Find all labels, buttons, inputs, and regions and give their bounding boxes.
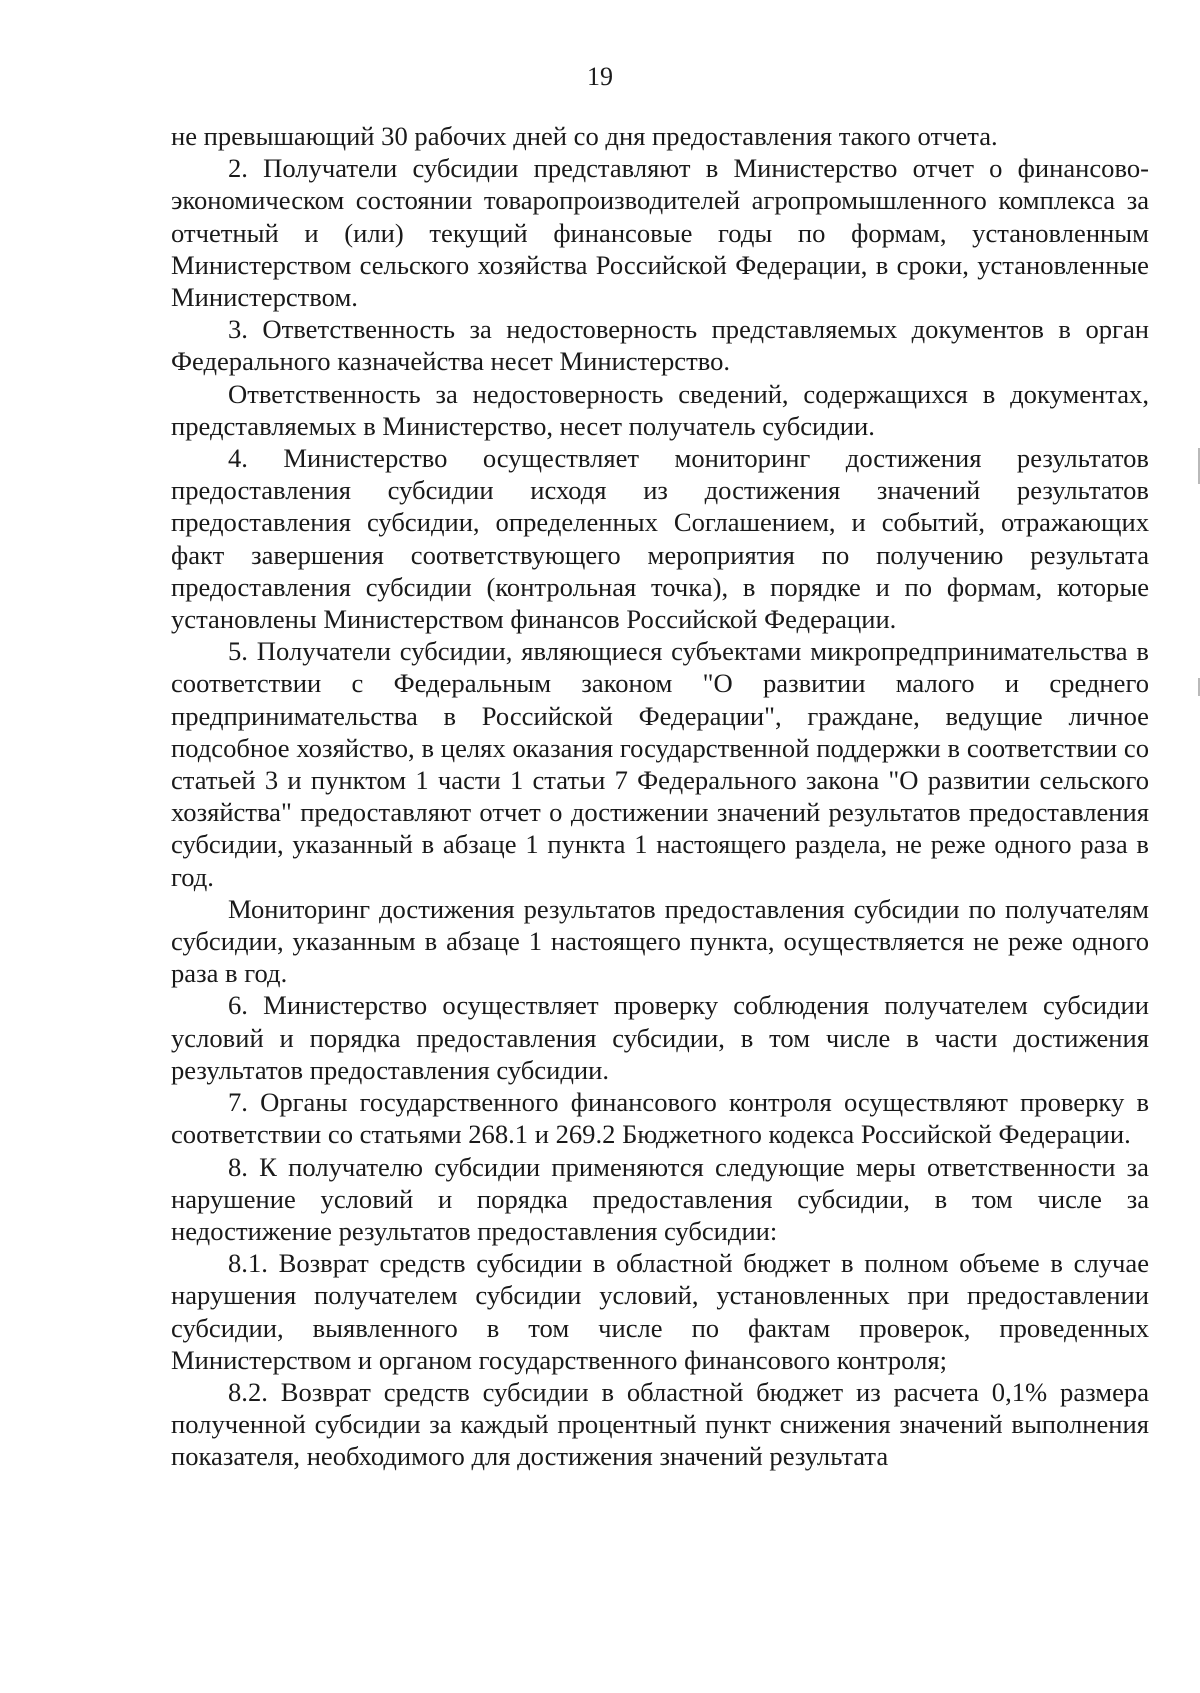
paragraph-item-5-monitoring: Мониторинг достижения результатов предоставления субсидии по получателям субсидии, указанным в абзаце 1 настоящего пункта, осуществляется не реже одного раза в год. bbox=[171, 893, 1149, 989]
paragraph-continuation: не превышающий 30 рабочих дней со дня предоставления такого отчета. bbox=[171, 121, 998, 151]
paragraph-item-8-1: 8.1. Возврат средств субсидии в областной бюджет в полном объеме в случае нарушения получателем субсидии условий, установленных при предоставлении субсидии, выявленного в том числе по фактам проверок, проведенных Министерством и органом государственного финансового контроля; bbox=[171, 1248, 1149, 1375]
paragraph-item-8: 8. К получателю субсидии применяются следующие меры ответственности за нарушение условий и порядка предоставления субсидии, в том числе за недостижение результатов предоставления субсидии: bbox=[171, 1151, 1149, 1246]
paragraph-item-6: 6. Министерство осуществляет проверку соблюдения получателем субсидии условий и порядка предоставления субсидии, в том числе в части достижения результатов предоставления субсидии. bbox=[171, 990, 1149, 1085]
paragraph-item-3-responsibility: Ответственность за недостоверность сведений, содержащихся в документах, представляемых в Министерство, несет получатель субсидии. bbox=[171, 378, 1149, 441]
paragraph-item-8-2: 8.2. Возврат средств субсидии в областной бюджет из расчета 0,1% размера полученной субсидии за каждый процентный пункт снижения значений выполнения показателя, необходимого для достижения значений результата bbox=[171, 1376, 1149, 1472]
paragraph-item-7: 7. Органы государственного финансового контроля осуществляют проверку в соответствии со статьями 268.1 и 269.2 Бюджетного кодекса Российской Федерации. bbox=[171, 1087, 1149, 1150]
page-number: 19 bbox=[587, 62, 613, 91]
paragraph-item-3: 3. Ответственность за недостоверность представляемых документов в орган Федерального казначейства несет Министерство. bbox=[171, 314, 1149, 377]
paragraph-item-5: 5. Получатели субсидии, являющиеся субъектами микропредпринимательства в соответствии с Федеральным законом "О развитии малого и среднего предпринимательства в Российской Федерации", граждане, ведущие личное подсобное хозяйство, в целях оказания государственной поддержки в соответствии со статьей 3 и пунктом 1 части 1 статьи 7 Федерального закона "О развитии сельского хозяйства" предоставляют отчет о достижении значений результатов предоставления субсидии, указанный в абзаце 1 пункта 1 настоящего раздела, не реже одного раза в год. bbox=[171, 636, 1149, 892]
paragraph-item-2: 2. Получатели субсидии представляют в Министерство отчет о финансово-экономическом состоянии товаропроизводителей агропромышленного комплекса за отчетный и (или) текущий финансовые годы по формам, установленным Министерством сельского хозяйства Российской Федерации, в сроки, установленные Министерством. bbox=[171, 153, 1149, 313]
body-text bbox=[171, 120, 1149, 1473]
paragraph-item-4: 4. Министерство осуществляет мониторинг достижения результатов предоставления субсидии исходя из достижения значений результатов предоставления субсидии, определенных Соглашением, и событий, отражающих факт завершения соответствующего мероприятия по получению результата предоставления субсидии (контрольная точка), в порядке и по формам, которые установлены Министерством финансов Российской Федерации. bbox=[171, 443, 1149, 635]
